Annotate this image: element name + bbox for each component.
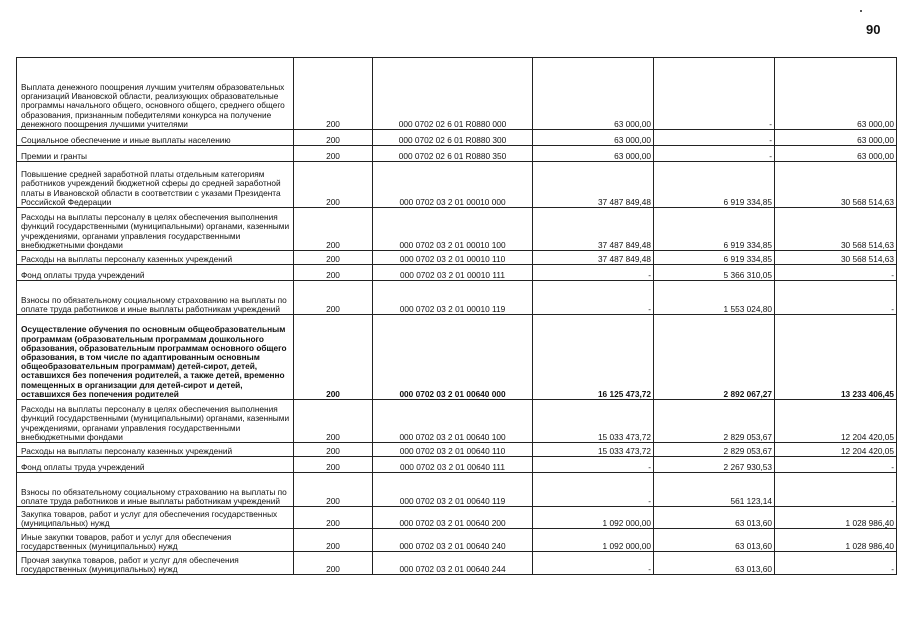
row-amount-assigned: - xyxy=(533,473,654,507)
row-kbk: 000 0702 02 6 01 R0880 000 xyxy=(373,58,533,130)
row-kbk: 000 0702 03 2 01 00010 000 xyxy=(373,162,533,208)
row-amount-unexecuted: 1 028 986,40 xyxy=(775,529,897,552)
row-amount-assigned: 63 000,00 xyxy=(533,58,654,130)
row-amount-assigned: - xyxy=(533,552,654,575)
row-kbk: 000 0702 03 2 01 00010 100 xyxy=(373,208,533,251)
row-amount-assigned: 1 092 000,00 xyxy=(533,529,654,552)
row-amount-executed: 2 829 053,67 xyxy=(654,443,775,457)
table-row xyxy=(17,457,897,473)
row-name xyxy=(17,507,294,529)
row-name xyxy=(17,529,294,552)
row-name xyxy=(17,315,294,400)
row-amount-unexecuted: - xyxy=(775,265,897,281)
row-name-text: Расходы на выплаты персоналу казенных учреждений xyxy=(21,445,233,456)
row-amount-assigned: 37 487 849,48 xyxy=(533,162,654,208)
row-code: 200 xyxy=(294,251,373,265)
table-row xyxy=(17,400,897,443)
row-amount-unexecuted: 30 568 514,63 xyxy=(775,162,897,208)
row-amount-unexecuted: 12 204 420,05 xyxy=(775,400,897,443)
row-amount-executed: - xyxy=(654,146,775,162)
row-amount-executed: 63 013,60 xyxy=(654,529,775,552)
row-name-text: Закупка товаров, работ и услуг для обеспечения государственных (муниципальных) нужд xyxy=(21,508,278,528)
row-code: 200 xyxy=(294,473,373,507)
row-kbk: 000 0702 03 2 01 00640 119 xyxy=(373,473,533,507)
row-kbk: 000 0702 03 2 01 00640 244 xyxy=(373,552,533,575)
row-kbk: 000 0702 03 2 01 00640 110 xyxy=(373,443,533,457)
row-amount-assigned: 16 125 473,72 xyxy=(533,315,654,400)
row-amount-unexecuted: 12 204 420,05 xyxy=(775,443,897,457)
row-kbk: 000 0702 03 2 01 00010 111 xyxy=(373,265,533,281)
row-kbk: 000 0702 03 2 01 00640 000 xyxy=(373,315,533,400)
row-kbk: 000 0702 03 2 01 00640 111 xyxy=(373,457,533,473)
row-name-text: Прочая закупка товаров, работ и услуг для обеспечения государственных (муниципальных) нужд xyxy=(21,554,239,574)
table-row xyxy=(17,265,897,281)
table-row xyxy=(17,251,897,265)
row-amount-executed: 6 919 334,85 xyxy=(654,251,775,265)
row-kbk: 000 0702 03 2 01 00010 110 xyxy=(373,251,533,265)
row-code: 200 xyxy=(294,162,373,208)
row-name xyxy=(17,146,294,162)
table-row xyxy=(17,281,897,315)
row-name-text: Расходы на выплаты персоналу казенных учреждений xyxy=(21,253,233,264)
row-name-text: Взносы по обязательному социальному страхованию на выплаты по оплате труда работников и иные выплаты работникам учреждений xyxy=(21,294,287,314)
table-row xyxy=(17,443,897,457)
row-name-text: Выплата денежного поощрения лучшим учителям образовательных организаций Ивановской области, реализующих образовательные программы начального общего, основного общего, среднего общего образования, признанным победителями конкурса на получение денежного поощрения лучшими учителями xyxy=(21,81,285,129)
row-amount-assigned: 15 033 473,72 xyxy=(533,443,654,457)
row-amount-unexecuted: 63 000,00 xyxy=(775,130,897,146)
row-amount-unexecuted: - xyxy=(775,281,897,315)
row-amount-unexecuted: 63 000,00 xyxy=(775,58,897,130)
table-row xyxy=(17,529,897,552)
row-amount-executed: 2 267 930,53 xyxy=(654,457,775,473)
row-amount-executed: - xyxy=(654,58,775,130)
row-code: 200 xyxy=(294,146,373,162)
row-amount-executed: 5 366 310,05 xyxy=(654,265,775,281)
row-amount-assigned: - xyxy=(533,457,654,473)
table-row xyxy=(17,208,897,251)
row-name xyxy=(17,130,294,146)
row-amount-executed: 2 892 067,27 xyxy=(654,315,775,400)
row-amount-executed: 561 123,14 xyxy=(654,473,775,507)
row-name-text: Социальное обеспечение и иные выплаты населению xyxy=(21,134,231,145)
row-code: 200 xyxy=(294,552,373,575)
page-number: 90 xyxy=(866,22,881,37)
row-name xyxy=(17,58,294,130)
row-kbk: 000 0702 02 6 01 R0880 300 xyxy=(373,130,533,146)
row-amount-assigned: 1 092 000,00 xyxy=(533,507,654,529)
row-kbk: 000 0702 03 2 01 00640 240 xyxy=(373,529,533,552)
row-amount-executed: 1 553 024,80 xyxy=(654,281,775,315)
row-amount-executed: 6 919 334,85 xyxy=(654,208,775,251)
budget-table xyxy=(16,57,897,575)
row-kbk: 000 0702 02 6 01 R0880 350 xyxy=(373,146,533,162)
row-name-text: Фонд оплаты труда учреждений xyxy=(21,269,145,280)
row-amount-assigned: 63 000,00 xyxy=(533,130,654,146)
row-code: 200 xyxy=(294,315,373,400)
row-code: 200 xyxy=(294,130,373,146)
table-row xyxy=(17,146,897,162)
row-name xyxy=(17,251,294,265)
row-code: 200 xyxy=(294,281,373,315)
row-amount-unexecuted: - xyxy=(775,457,897,473)
row-amount-unexecuted: 63 000,00 xyxy=(775,146,897,162)
row-name xyxy=(17,473,294,507)
row-code: 200 xyxy=(294,457,373,473)
row-amount-assigned: 63 000,00 xyxy=(533,146,654,162)
row-name xyxy=(17,552,294,575)
row-amount-assigned: 37 487 849,48 xyxy=(533,251,654,265)
row-name xyxy=(17,265,294,281)
row-name-text: Повышение средней заработной платы отдельным категориям работников учреждений бюджетной сферы до средней заработной платы в Ивановской области в соответствии с указами Президента Российской Федерации xyxy=(21,169,281,207)
row-name xyxy=(17,162,294,208)
row-name xyxy=(17,457,294,473)
row-code: 200 xyxy=(294,529,373,552)
row-name-text: Осуществление обучения по основным общеобразовательным программам (образовательным программам дошкольного образования, образовательным программам основного общего образования, в том числе по адаптированным основным общеобразовательным программам) детей-сирот, детей, оставшихся без попечения родителей, а также детей, временно помещенных в организации для детей-сирот и детей, оставшихся без попечения родителей xyxy=(21,324,287,399)
row-amount-unexecuted: 30 568 514,63 xyxy=(775,251,897,265)
row-name-text: Иные закупки товаров, работ и услуг для обеспечения государственных (муниципальных) нужд xyxy=(21,531,232,551)
row-name-text: Расходы на выплаты персоналу в целях обеспечения выполнения функций государственными (муниципальными) органами, казенными учреждениями, органами управления государственными внебюджетными фондами xyxy=(21,404,290,442)
table-row xyxy=(17,162,897,208)
row-name-text: Премии и гранты xyxy=(21,150,88,161)
row-name-text: Фонд оплаты труда учреждений xyxy=(21,461,145,472)
row-kbk: 000 0702 03 2 01 00640 100 xyxy=(373,400,533,443)
row-amount-executed: 63 013,60 xyxy=(654,507,775,529)
row-amount-unexecuted: 30 568 514,63 xyxy=(775,208,897,251)
row-amount-assigned: 15 033 473,72 xyxy=(533,400,654,443)
row-code: 200 xyxy=(294,400,373,443)
row-name xyxy=(17,281,294,315)
row-amount-unexecuted: 13 233 406,45 xyxy=(775,315,897,400)
row-amount-unexecuted: - xyxy=(775,473,897,507)
row-amount-executed: - xyxy=(654,130,775,146)
row-amount-assigned: - xyxy=(533,265,654,281)
row-name xyxy=(17,208,294,251)
row-name-text: Взносы по обязательному социальному страхованию на выплаты по оплате труда работников и иные выплаты работникам учреждений xyxy=(21,486,287,506)
table-row xyxy=(17,552,897,575)
row-amount-executed: 2 829 053,67 xyxy=(654,400,775,443)
row-amount-executed: 6 919 334,85 xyxy=(654,162,775,208)
row-name xyxy=(17,443,294,457)
row-code: 200 xyxy=(294,443,373,457)
row-code: 200 xyxy=(294,58,373,130)
row-amount-executed: 63 013,60 xyxy=(654,552,775,575)
scan-speck xyxy=(860,10,862,12)
row-code: 200 xyxy=(294,208,373,251)
row-amount-unexecuted: - xyxy=(775,552,897,575)
row-amount-assigned: - xyxy=(533,281,654,315)
table-row xyxy=(17,507,897,529)
table-row xyxy=(17,130,897,146)
row-amount-unexecuted: 1 028 986,40 xyxy=(775,507,897,529)
table-row xyxy=(17,473,897,507)
table-body xyxy=(17,58,897,575)
row-kbk: 000 0702 03 2 01 00640 200 xyxy=(373,507,533,529)
row-code: 200 xyxy=(294,265,373,281)
row-name-text: Расходы на выплаты персоналу в целях обеспечения выполнения функций государственными (муниципальными) органами, казенными учреждениями, органами управления государственными внебюджетными фондами xyxy=(21,212,290,250)
row-code: 200 xyxy=(294,507,373,529)
row-kbk: 000 0702 03 2 01 00010 119 xyxy=(373,281,533,315)
row-amount-assigned: 37 487 849,48 xyxy=(533,208,654,251)
table-row xyxy=(17,58,897,130)
table-row xyxy=(17,315,897,400)
row-name xyxy=(17,400,294,443)
